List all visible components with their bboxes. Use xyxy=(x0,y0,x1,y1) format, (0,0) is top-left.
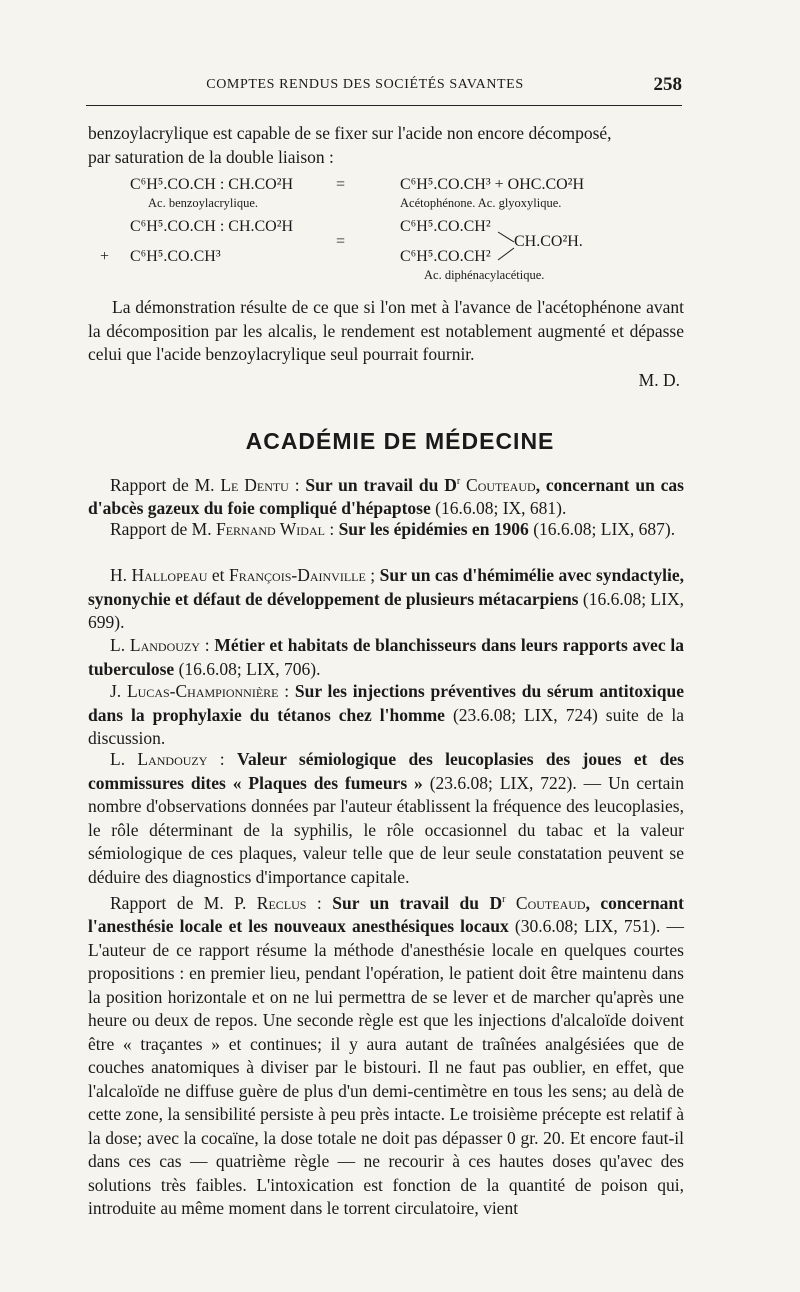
eq1-left: C⁶H⁵.CO.CH : CH.CO²H xyxy=(130,176,294,193)
header-rule xyxy=(86,105,682,106)
author: Le Dentu xyxy=(220,474,289,495)
running-title: COMPTES RENDUS DES SOCIÉTÉS SAVANTES xyxy=(206,77,524,92)
title: Sur les épidémies en 1906 xyxy=(338,519,529,539)
eq2-right-mid: CH.CO²H. xyxy=(514,233,583,250)
text: : xyxy=(207,749,237,769)
entry-landouzy-1 xyxy=(88,634,684,681)
author: Couteaud xyxy=(466,474,536,495)
eq1-right-label: Acétophénone. Ac. glyoxylique. xyxy=(400,196,562,210)
eq2-right-top: C⁶H⁵.CO.CH² xyxy=(400,218,491,235)
eq2-line-2: C⁶H⁵.CO.CH³ xyxy=(130,248,221,265)
citation: (23.6.08; LIX, 724) suite de la discussion. xyxy=(88,704,684,748)
conclusion-paragraph: La démonstration résulte de ce que si l'on met à l'avance de l'acétophénone avant la décomposition par les alcalis, le rendement est notablement augmenté et dépasse celui que l'acide benzoylacrylique seul pourrait fournir. xyxy=(88,297,684,364)
section-title: ACADÉMIE DE MÉDECINE xyxy=(245,428,555,454)
author: Landouzy xyxy=(129,635,200,655)
text: J. xyxy=(110,681,127,701)
title: Sur les injections préventives du sérum antitoxique dans la prophylaxie du tétanos chez l'homme xyxy=(88,681,684,725)
intro-paragraph xyxy=(88,122,684,169)
text: Rapport de M. P. xyxy=(110,892,257,913)
title: , concernant un cas d'abcès gazeux du foie compliqué d'hépaptose xyxy=(88,474,684,519)
text xyxy=(505,893,515,913)
eq1-right: C⁶H⁵.CO.CH³ + OHC.CO²H xyxy=(400,176,585,193)
author: François-Dainville xyxy=(228,565,366,585)
intro-line-1: benzoylacrylique est capable de se fixer sur l'acide non encore décomposé, xyxy=(88,123,612,143)
text: et xyxy=(207,565,229,585)
eq1-equals: = xyxy=(336,176,346,193)
text: : xyxy=(288,474,306,495)
body: (23.6.08; LIX, 722). — Un certain nombre d'observations données par l'auteur établissent la fréquence des leucoplasies, le rôle déterminant de la syphilis, le rôle occasionnel du tabac et la valeur sémiologique de ces plaques, valeur telle que de leur seule constatation peuvent se déduire des diagnostics d'importance capitale. xyxy=(88,772,684,887)
author: Landouzy xyxy=(137,749,208,769)
text: : xyxy=(278,681,295,701)
author: Couteaud xyxy=(515,892,586,913)
intro-line-2: par saturation de la double liaison : xyxy=(88,146,334,167)
text: L. xyxy=(110,635,130,655)
citation: (16.6.08; LIX, 699). xyxy=(88,588,684,632)
eq1-left-label: Ac. benzoylacrylique. xyxy=(148,196,259,210)
entry-reclus xyxy=(88,888,684,1221)
superscript: r xyxy=(456,476,461,487)
text: L. xyxy=(110,749,138,769)
eq2-equals: = xyxy=(336,233,346,250)
citation: (16.6.08; LIX, 687). xyxy=(528,519,676,539)
text: : xyxy=(306,892,333,913)
text: H. xyxy=(110,565,132,585)
author: Hallopeau xyxy=(131,565,208,585)
page-number: 258 xyxy=(653,74,682,95)
running-head xyxy=(0,74,800,98)
signature: M. D. xyxy=(638,370,680,390)
title: , concernant l'anesthésie locale et les nouveaux anesthésiques locaux xyxy=(88,892,684,937)
text: ; xyxy=(365,565,380,585)
entry-widal xyxy=(88,518,684,542)
title: Sur un travail du D xyxy=(332,892,503,913)
superscript: r xyxy=(502,894,506,905)
title: Sur un cas d'hémimélie avec syndactylie, synonychie et défaut de développement de plusieurs métacarpiens xyxy=(88,565,684,609)
text: Rapport de M. xyxy=(110,474,221,495)
author: Lucas-Championnière xyxy=(126,681,279,701)
title: Sur un travail du D xyxy=(305,474,457,495)
eq2-right-bottom: C⁶H⁵.CO.CH² xyxy=(400,248,491,265)
entry-le-dentu xyxy=(88,470,684,521)
text: : xyxy=(324,519,339,539)
eq2-label: Ac. diphénacylacétique. xyxy=(424,268,545,282)
text: Rapport de M. xyxy=(110,519,216,539)
title: Métier et habitats de blanchisseurs dans leurs rapports avec la tuberculose xyxy=(88,635,685,679)
author: Fernand Widal xyxy=(215,519,325,539)
entry-lucas-championniere xyxy=(88,680,684,751)
text: : xyxy=(199,635,215,655)
entry-landouzy-2 xyxy=(88,748,684,889)
body: (30.6.08; LIX, 751). — L'auteur de ce rapport résume la méthode d'anesthésie locale en quelques courtes propositions : en premier lieu, pendant l'opération, le patient doit être maintenu dans la position horizontale et on ne lui permettra de se lever et de marcher qu'après une heure ou deux de repos. Une seconde règle est que les injections d'alcaloïde doivent être « traçantes » et continues; il y aura autant de traînées analgésiées que de couches anatomiques à diviser par le bistouri. Il ne faut pas oublier, en effet, que l'alcaloïde ne diffuse guère de plus d'un demi-centimètre en tous les sens; au delà de cette zone, la sensibilité persiste à peu près intacte. Le troisième précepte est relatif à la dose; avec la cocaïne, la dose totale ne doit pas dépasser 0 gr. 20. Et encore faut-il dans ces cas — quatrième règle — ne recourir à ces hautes doses qu'avec des solutions très faibles. L'intoxication est fonction de la quantité de poison qui, introduite au même moment dans le torrent circulatoire, vient xyxy=(88,916,684,1219)
citation: (16.6.08; IX, 681). xyxy=(430,498,567,519)
eq2-plus: + xyxy=(100,248,110,265)
author: Reclus xyxy=(256,892,307,913)
bond-lines xyxy=(100,176,690,286)
entry-hallopeau xyxy=(88,564,684,635)
eq2-line-1: C⁶H⁵.CO.CH : CH.CO²H xyxy=(130,218,294,235)
citation: (16.6.08; LIX, 706). xyxy=(174,658,321,679)
title: Valeur sémiologique des leucoplasies des joues et des commissures dites « Plaques des fumeurs » xyxy=(88,749,684,793)
